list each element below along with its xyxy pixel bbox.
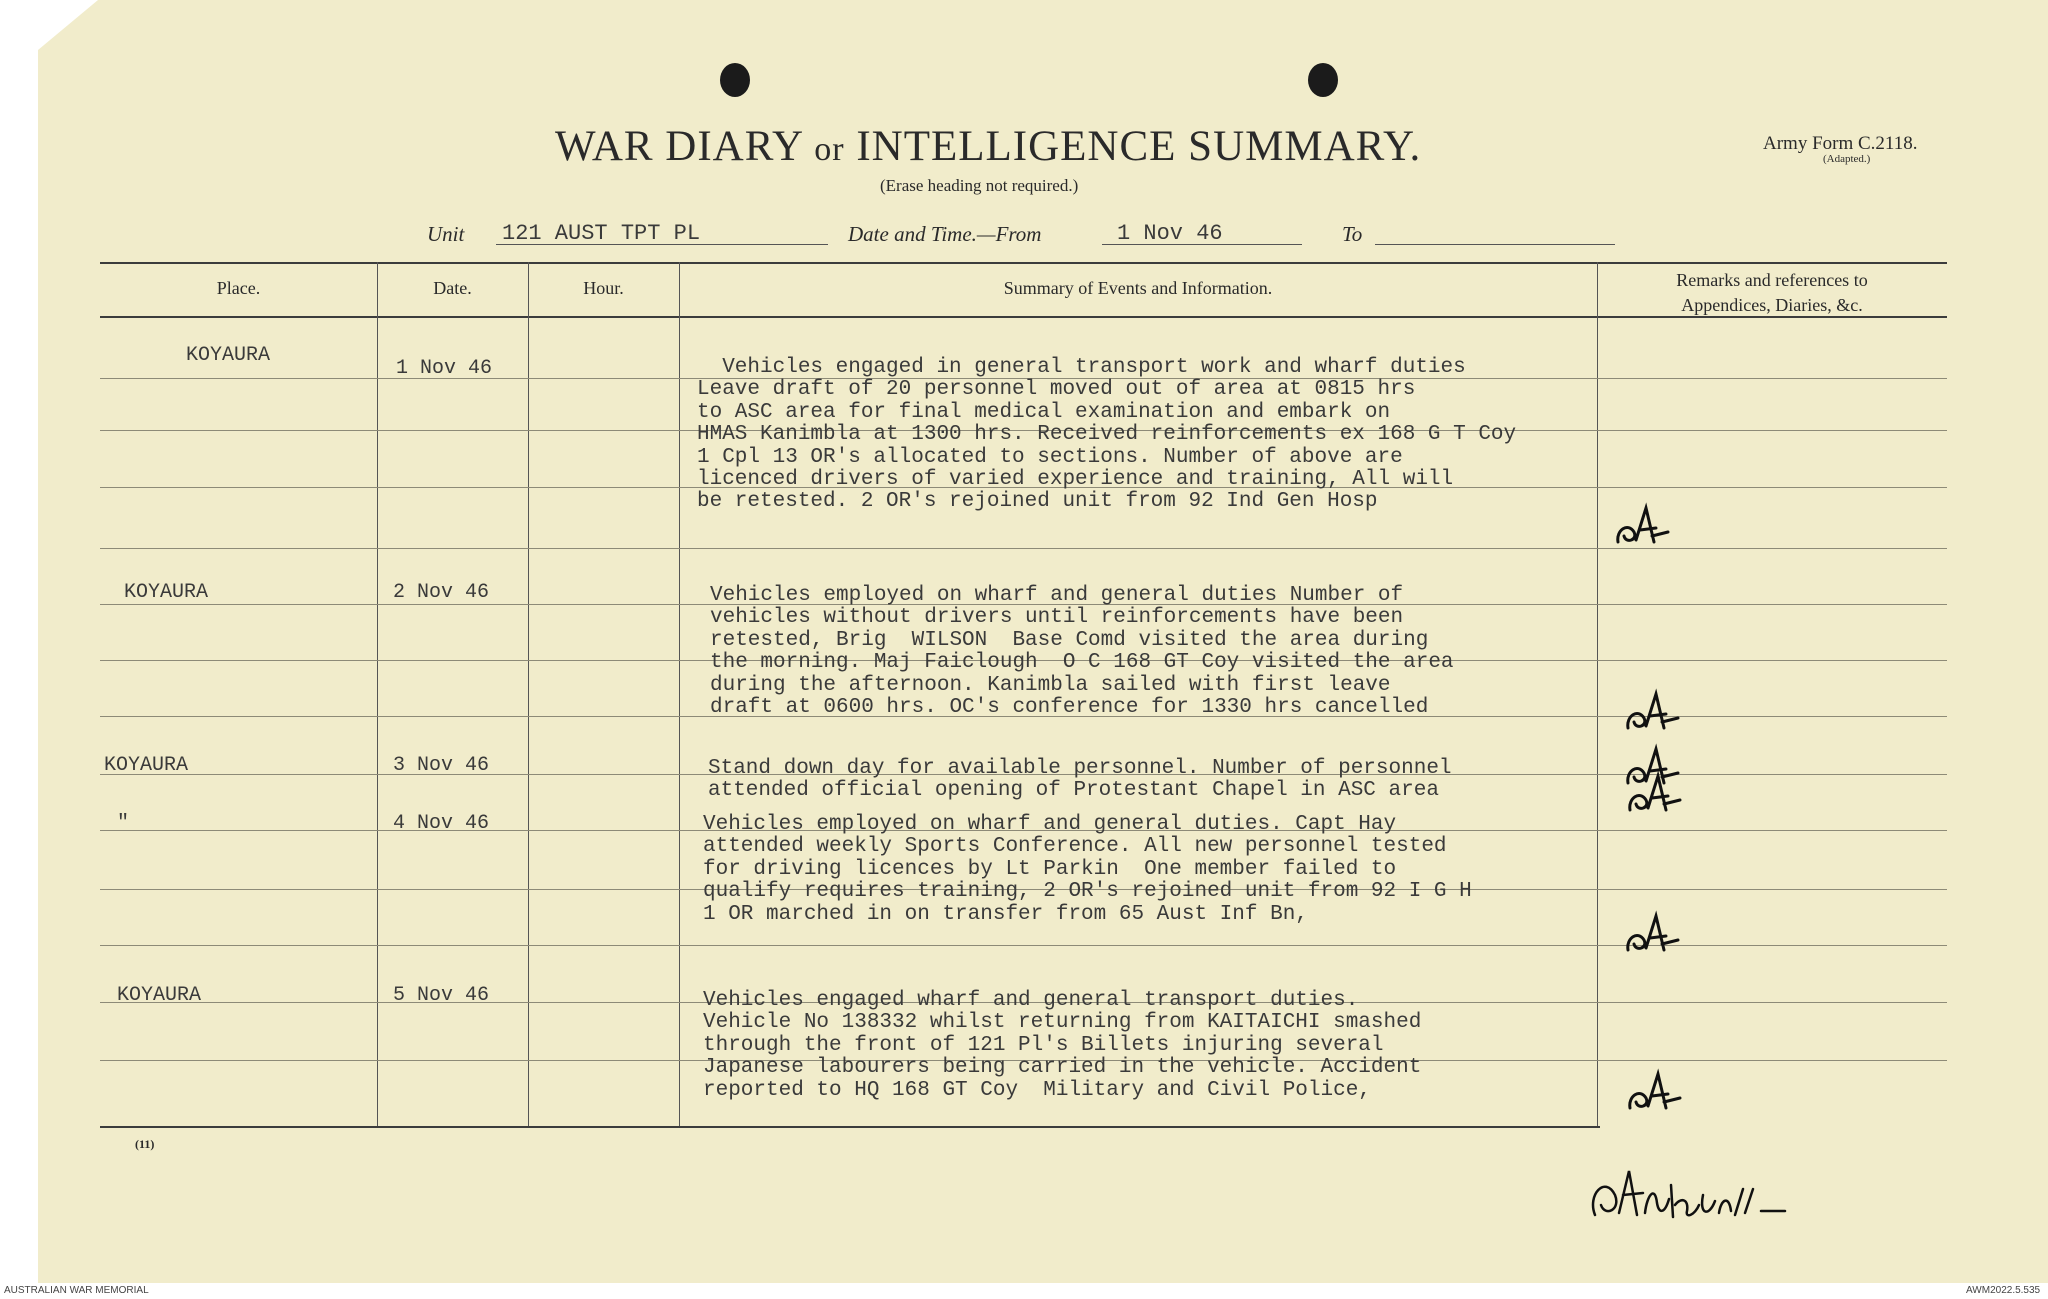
- to-label: To: [1342, 222, 1363, 246]
- title-intelligence-summary: INTELLIGENCE SUMMARY.: [856, 123, 1422, 170]
- punch-hole-left: [720, 63, 750, 97]
- initials-mark: [1624, 1068, 1682, 1116]
- entry-date: 3 Nov 46: [393, 754, 490, 777]
- column-header-summary: Summary of Events and Information.: [1003, 278, 1273, 298]
- column-divider-hour-summary: [679, 262, 680, 1126]
- entry-summary: Vehicles engaged wharf and general transport duties. Vehicle No 138332 whilst returning from KAITAICHI smashed through the front of 121 Pl's Billets injuring several Japanese labourers being carried in the vehicle. Accident reported to HQ 168 GT Coy Military and Civil Police,: [703, 989, 1422, 1102]
- remarks-header-line1: Remarks and references to: [1676, 270, 1868, 290]
- entry-summary: Vehicles employed on wharf and general duties. Capt Hay attended weekly Sports Conference. All new personnel tested for driving licences by Lt Parkin One member failed to qualify requires training, 2 OR's rejoined unit from 92 I G H 1 OR marched in on transfer from 65 Aust Inf Bn,: [703, 813, 1472, 926]
- form-reference: Army Form C.2118.: [1763, 133, 1918, 154]
- form-adapted-note: (Adapted.): [1823, 153, 1871, 165]
- date-time-label: Date and Time.—From: [848, 222, 1042, 246]
- entry-place: KOYAURA: [117, 984, 202, 1007]
- to-underline: [1375, 244, 1615, 245]
- title-or: or: [814, 131, 845, 168]
- entry-date: 5 Nov 46: [393, 984, 490, 1007]
- page-title: [555, 122, 1421, 171]
- entry-summary: Stand down day for available personnel. Number of personnel attended official opening of Protestant Chapel in ASC area: [708, 757, 1452, 803]
- entry-place: KOYAURA: [104, 754, 189, 777]
- page-code: (11): [135, 1137, 155, 1151]
- entry-summary: Vehicles employed on wharf and general duties Number of vehicles without drivers until reinforcements have been retested, Brig WILSON Base Comd visited the area during the morning. Maj Faiclough O C 168 GT Coy visited the area during the afternoon. Kanimbla sailed with first leave draft at 0600 hrs. OC's conference for 1330 hrs cancelled: [710, 584, 1454, 720]
- remarks-header-line2: Appendices, Diaries, &c.: [1681, 295, 1863, 315]
- entry-summary: Vehicles engaged in general transport work and wharf duties Leave draft of 20 personnel moved out of area at 0815 hrs to ASC area for final medical examination and embark on HMAS Kanimbla at 1300 hrs. Received reinforcements ex 168 G T Coy 1 Cpl 13 OR's allocated to sections. Number of above are licenced drivers of varied experience and training, All will be retested. 2 OR's rejoined unit from 92 Ind Gen Hosp: [697, 356, 1517, 514]
- column-divider-summary-remarks: [1597, 262, 1598, 1126]
- initials-mark: [1622, 910, 1680, 958]
- column-divider-place-date: [377, 262, 378, 1126]
- entry-place: ": [117, 812, 130, 835]
- entry-date: 2 Nov 46: [393, 581, 490, 604]
- page-subtitle: (Erase heading not required.): [880, 176, 1079, 195]
- from-underline: [1102, 244, 1302, 245]
- entry-place: KOYAURA: [124, 581, 209, 604]
- unit-value: 121 AUST TPT PL: [502, 221, 701, 246]
- column-header-hour: Hour.: [583, 278, 624, 298]
- title-war-diary: WAR DIARY: [555, 123, 803, 170]
- unit-underline: [496, 244, 828, 245]
- from-date-value: 1 Nov 46: [1117, 221, 1223, 246]
- entry-date: 4 Nov 46: [393, 812, 490, 835]
- column-divider-date-hour: [528, 262, 529, 1126]
- punch-hole-right: [1308, 63, 1338, 97]
- initials-mark: [1622, 688, 1680, 736]
- initials-mark: [1624, 770, 1682, 818]
- source-credit: AUSTRALIAN WAR MEMORIAL: [4, 1285, 149, 1296]
- entry-place: KOYAURA: [186, 344, 271, 367]
- catalogue-number: AWM2022.5.535: [1966, 1285, 2041, 1296]
- initials-mark: [1612, 502, 1670, 550]
- signature: [1585, 1155, 1805, 1235]
- column-header-place: Place.: [216, 278, 261, 298]
- table-bottom-border: [100, 1126, 1600, 1128]
- column-header-remarks: [1597, 268, 1947, 318]
- unit-label: Unit: [427, 222, 465, 246]
- column-header-date: Date.: [433, 278, 472, 298]
- entry-date: 1 Nov 46: [396, 357, 493, 380]
